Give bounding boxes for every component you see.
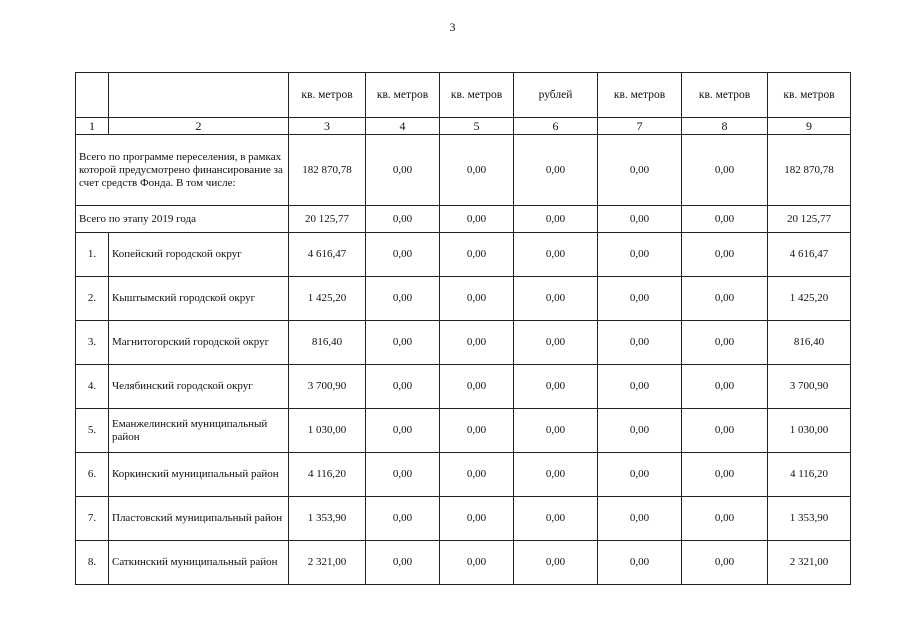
value-cell: 0,00 — [440, 233, 514, 277]
row-number: 5. — [76, 409, 109, 453]
table-row — [76, 453, 851, 497]
value-cell: 4 116,20 — [768, 453, 851, 497]
value-cell: 0,00 — [440, 206, 514, 233]
value-cell: 0,00 — [366, 541, 440, 585]
value-cell: 1 353,90 — [768, 497, 851, 541]
value-cell: 1 030,00 — [768, 409, 851, 453]
value-cell: 0,00 — [514, 365, 598, 409]
value-cell: 4 116,20 — [289, 453, 366, 497]
column-index-cell: 6 — [514, 118, 598, 135]
value-cell: 0,00 — [366, 277, 440, 321]
value-cell: 2 321,00 — [768, 541, 851, 585]
value-cell: 0,00 — [682, 233, 768, 277]
value-cell: 0,00 — [682, 453, 768, 497]
value-cell: 0,00 — [514, 206, 598, 233]
value-cell: 0,00 — [366, 409, 440, 453]
value-cell: 0,00 — [682, 135, 768, 206]
value-cell: 816,40 — [768, 321, 851, 365]
value-cell: 0,00 — [366, 135, 440, 206]
column-index-cell: 5 — [440, 118, 514, 135]
value-cell: 0,00 — [366, 233, 440, 277]
value-cell: 3 700,90 — [289, 365, 366, 409]
value-cell: 0,00 — [366, 365, 440, 409]
value-cell: 0,00 — [514, 453, 598, 497]
units-cell: кв. метров — [366, 73, 440, 118]
table-row — [76, 541, 851, 585]
column-index-cell: 1 — [76, 118, 109, 135]
value-cell: 2 321,00 — [289, 541, 366, 585]
value-cell: 0,00 — [514, 541, 598, 585]
value-cell: 0,00 — [598, 409, 682, 453]
column-index-cell: 4 — [366, 118, 440, 135]
value-cell: 0,00 — [682, 497, 768, 541]
row-number: 8. — [76, 541, 109, 585]
value-cell: 0,00 — [440, 453, 514, 497]
value-cell: 4 616,47 — [289, 233, 366, 277]
value-cell: 0,00 — [440, 497, 514, 541]
municipality-name: Пластовский муниципальный район — [109, 497, 289, 541]
row-number: 3. — [76, 321, 109, 365]
value-cell: 0,00 — [598, 497, 682, 541]
table-row — [76, 321, 851, 365]
row-number: 2. — [76, 277, 109, 321]
column-index-cell: 7 — [598, 118, 682, 135]
resettlement-table — [75, 72, 851, 585]
units-cell: кв. метров — [598, 73, 682, 118]
value-cell: 1 353,90 — [289, 497, 366, 541]
municipality-name: Коркинский муниципальный район — [109, 453, 289, 497]
column-index-cell: 9 — [768, 118, 851, 135]
municipality-name: Магнитогорский городской округ — [109, 321, 289, 365]
value-cell: 0,00 — [598, 365, 682, 409]
value-cell: 1 425,20 — [289, 277, 366, 321]
value-cell: 0,00 — [682, 541, 768, 585]
value-cell: 0,00 — [366, 206, 440, 233]
municipality-name: Кыштымский городской округ — [109, 277, 289, 321]
table-row — [76, 365, 851, 409]
value-cell: 0,00 — [440, 409, 514, 453]
row-number: 4. — [76, 365, 109, 409]
value-cell: 0,00 — [598, 541, 682, 585]
units-cell: кв. метров — [289, 73, 366, 118]
column-index-cell: 8 — [682, 118, 768, 135]
municipality-name: Еманжелинский муниципальный район — [109, 409, 289, 453]
value-cell: 0,00 — [440, 365, 514, 409]
value-cell: 0,00 — [598, 135, 682, 206]
value-cell: 1 425,20 — [768, 277, 851, 321]
value-cell: 816,40 — [289, 321, 366, 365]
value-cell: 0,00 — [598, 321, 682, 365]
column-index-cell: 3 — [289, 118, 366, 135]
value-cell: 0,00 — [366, 497, 440, 541]
column-index-row — [76, 118, 851, 135]
table-row — [76, 233, 851, 277]
page-number: 3 — [449, 20, 456, 34]
value-cell: 0,00 — [514, 497, 598, 541]
program-total-row — [76, 135, 851, 206]
value-cell: 0,00 — [682, 409, 768, 453]
value-cell: 0,00 — [514, 277, 598, 321]
units-cell — [76, 73, 109, 118]
value-cell: 0,00 — [514, 321, 598, 365]
value-cell: 0,00 — [682, 206, 768, 233]
value-cell: 0,00 — [440, 321, 514, 365]
units-cell: кв. метров — [768, 73, 851, 118]
row-number: 7. — [76, 497, 109, 541]
value-cell: 20 125,77 — [768, 206, 851, 233]
units-cell: рублей — [514, 73, 598, 118]
table-row — [76, 409, 851, 453]
units-header-row — [76, 73, 851, 118]
value-cell: 0,00 — [682, 321, 768, 365]
table-row — [76, 497, 851, 541]
row-number: 6. — [76, 453, 109, 497]
program-total-label: Всего по программе переселения, в рамках которой предусмотрено финансирование за счет средств Фонда. В том числе: — [76, 135, 289, 206]
value-cell: 0,00 — [682, 277, 768, 321]
value-cell: 20 125,77 — [289, 206, 366, 233]
value-cell: 0,00 — [440, 277, 514, 321]
municipality-name: Челябинский городской округ — [109, 365, 289, 409]
table-row — [76, 277, 851, 321]
column-index-cell: 2 — [109, 118, 289, 135]
value-cell: 1 030,00 — [289, 409, 366, 453]
value-cell: 0,00 — [366, 321, 440, 365]
municipality-name: Саткинский муниципальный район — [109, 541, 289, 585]
table-body — [76, 73, 851, 585]
stage-total-label: Всего по этапу 2019 года — [76, 206, 289, 233]
value-cell: 0,00 — [598, 206, 682, 233]
value-cell: 182 870,78 — [768, 135, 851, 206]
value-cell: 0,00 — [514, 233, 598, 277]
value-cell: 0,00 — [514, 409, 598, 453]
value-cell: 0,00 — [514, 135, 598, 206]
stage-total-row — [76, 206, 851, 233]
value-cell: 182 870,78 — [289, 135, 366, 206]
value-cell: 0,00 — [598, 233, 682, 277]
value-cell: 0,00 — [598, 277, 682, 321]
value-cell: 0,00 — [682, 365, 768, 409]
units-cell: кв. метров — [682, 73, 768, 118]
value-cell: 0,00 — [366, 453, 440, 497]
units-cell: кв. метров — [440, 73, 514, 118]
value-cell: 4 616,47 — [768, 233, 851, 277]
value-cell: 0,00 — [440, 135, 514, 206]
value-cell: 3 700,90 — [768, 365, 851, 409]
value-cell: 0,00 — [440, 541, 514, 585]
units-cell — [109, 73, 289, 118]
row-number: 1. — [76, 233, 109, 277]
municipality-name: Копейский городской округ — [109, 233, 289, 277]
value-cell: 0,00 — [598, 453, 682, 497]
